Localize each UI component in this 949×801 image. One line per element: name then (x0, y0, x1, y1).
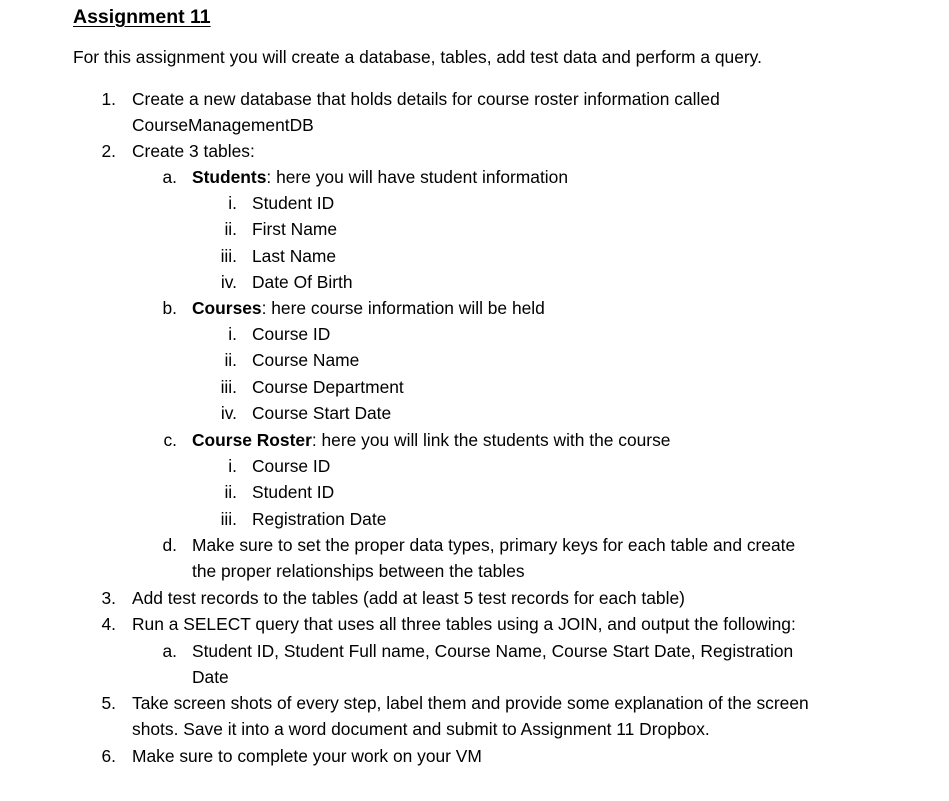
step-2c-ii-text: Student ID (252, 482, 335, 502)
step-2d-number: d. (162, 535, 177, 555)
step-3-number: 3. (101, 588, 116, 608)
step-2c-description: : here you will link the students with the course (311, 430, 671, 450)
step-2b-description: : here course information will be held (261, 298, 545, 318)
step-2-number: 2. (101, 141, 116, 161)
step-5-line-1: Take screen shots of every step, label them and provide some explanation of the screen (132, 693, 809, 713)
step-2b-heading: Courses (192, 298, 262, 318)
page-title: Assignment 11 (73, 6, 211, 28)
step-2a-i-number: i. (228, 193, 237, 213)
step-2a-text (192, 166, 568, 188)
step-2b-iii-number: iii. (220, 377, 237, 397)
step-6-line-1: Make sure to complete your work on your VM (132, 746, 482, 766)
step-4-number: 4. (101, 614, 116, 634)
step-2b-number: b. (162, 298, 177, 318)
step-2c-ii-number: ii. (224, 482, 237, 502)
step-2a-ii-number: ii. (224, 219, 237, 239)
step-2c-i-number: i. (228, 456, 237, 476)
intro-text: For this assignment you will create a database, tables, add test data and perform a query. (73, 47, 762, 67)
step-5-number: 5. (101, 693, 116, 713)
step-2b-ii-number: ii. (224, 350, 237, 370)
step-2c-iii-text: Registration Date (252, 509, 387, 529)
step-4-line-1: Run a SELECT query that uses all three tables using a JOIN, and output the following: (132, 614, 796, 634)
step-2a-number: a. (162, 167, 177, 187)
step-2b-i-text: Course ID (252, 324, 331, 344)
step-2b-ii-text: Course Name (252, 350, 360, 370)
step-2a-iii-text: Last Name (252, 246, 337, 266)
step-2b-i-number: i. (228, 324, 237, 344)
step-2a-ii-text: First Name (252, 219, 338, 239)
step-2d-line-1: Make sure to set the proper data types, primary keys for each table and create (192, 535, 796, 555)
step-1-line-2: CourseManagementDB (132, 115, 314, 135)
step-2c-heading: Course Roster (192, 430, 312, 450)
step-2c-text (192, 429, 670, 451)
step-2a-iii-number: iii. (220, 246, 237, 266)
step-2c-iii-number: iii. (220, 509, 237, 529)
step-2c-i-text: Course ID (252, 456, 331, 476)
step-1-number: 1. (101, 89, 116, 109)
step-5-line-2: shots. Save it into a word document and submit to Assignment 11 Dropbox. (132, 719, 710, 739)
step-2a-iv-text: Date Of Birth (252, 272, 353, 292)
step-2a-iv-number: iv. (220, 272, 237, 292)
step-2-line-1: Create 3 tables: (132, 141, 255, 161)
step-1-line-1: Create a new database that holds details for course roster information called (132, 89, 720, 109)
step-4a-number: a. (162, 641, 177, 661)
step-2b-text (192, 297, 545, 319)
step-2c-number: c. (163, 430, 177, 450)
step-2a-heading: Students (192, 167, 267, 187)
step-2b-iii-text: Course Department (252, 377, 404, 397)
step-3-line-1: Add test records to the tables (add at least 5 test records for each table) (132, 588, 685, 608)
step-4a-line-2: Date (192, 667, 229, 687)
step-2a-description: : here you will have student information (266, 167, 569, 187)
step-2d-line-2: the proper relationships between the tables (192, 561, 525, 581)
step-2b-iv-number: iv. (220, 403, 237, 423)
step-2a-i-text: Student ID (252, 193, 335, 213)
step-6-number: 6. (101, 746, 116, 766)
step-2b-iv-text: Course Start Date (252, 403, 392, 423)
step-4a-line-1: Student ID, Student Full name, Course Name, Course Start Date, Registration (192, 641, 794, 661)
